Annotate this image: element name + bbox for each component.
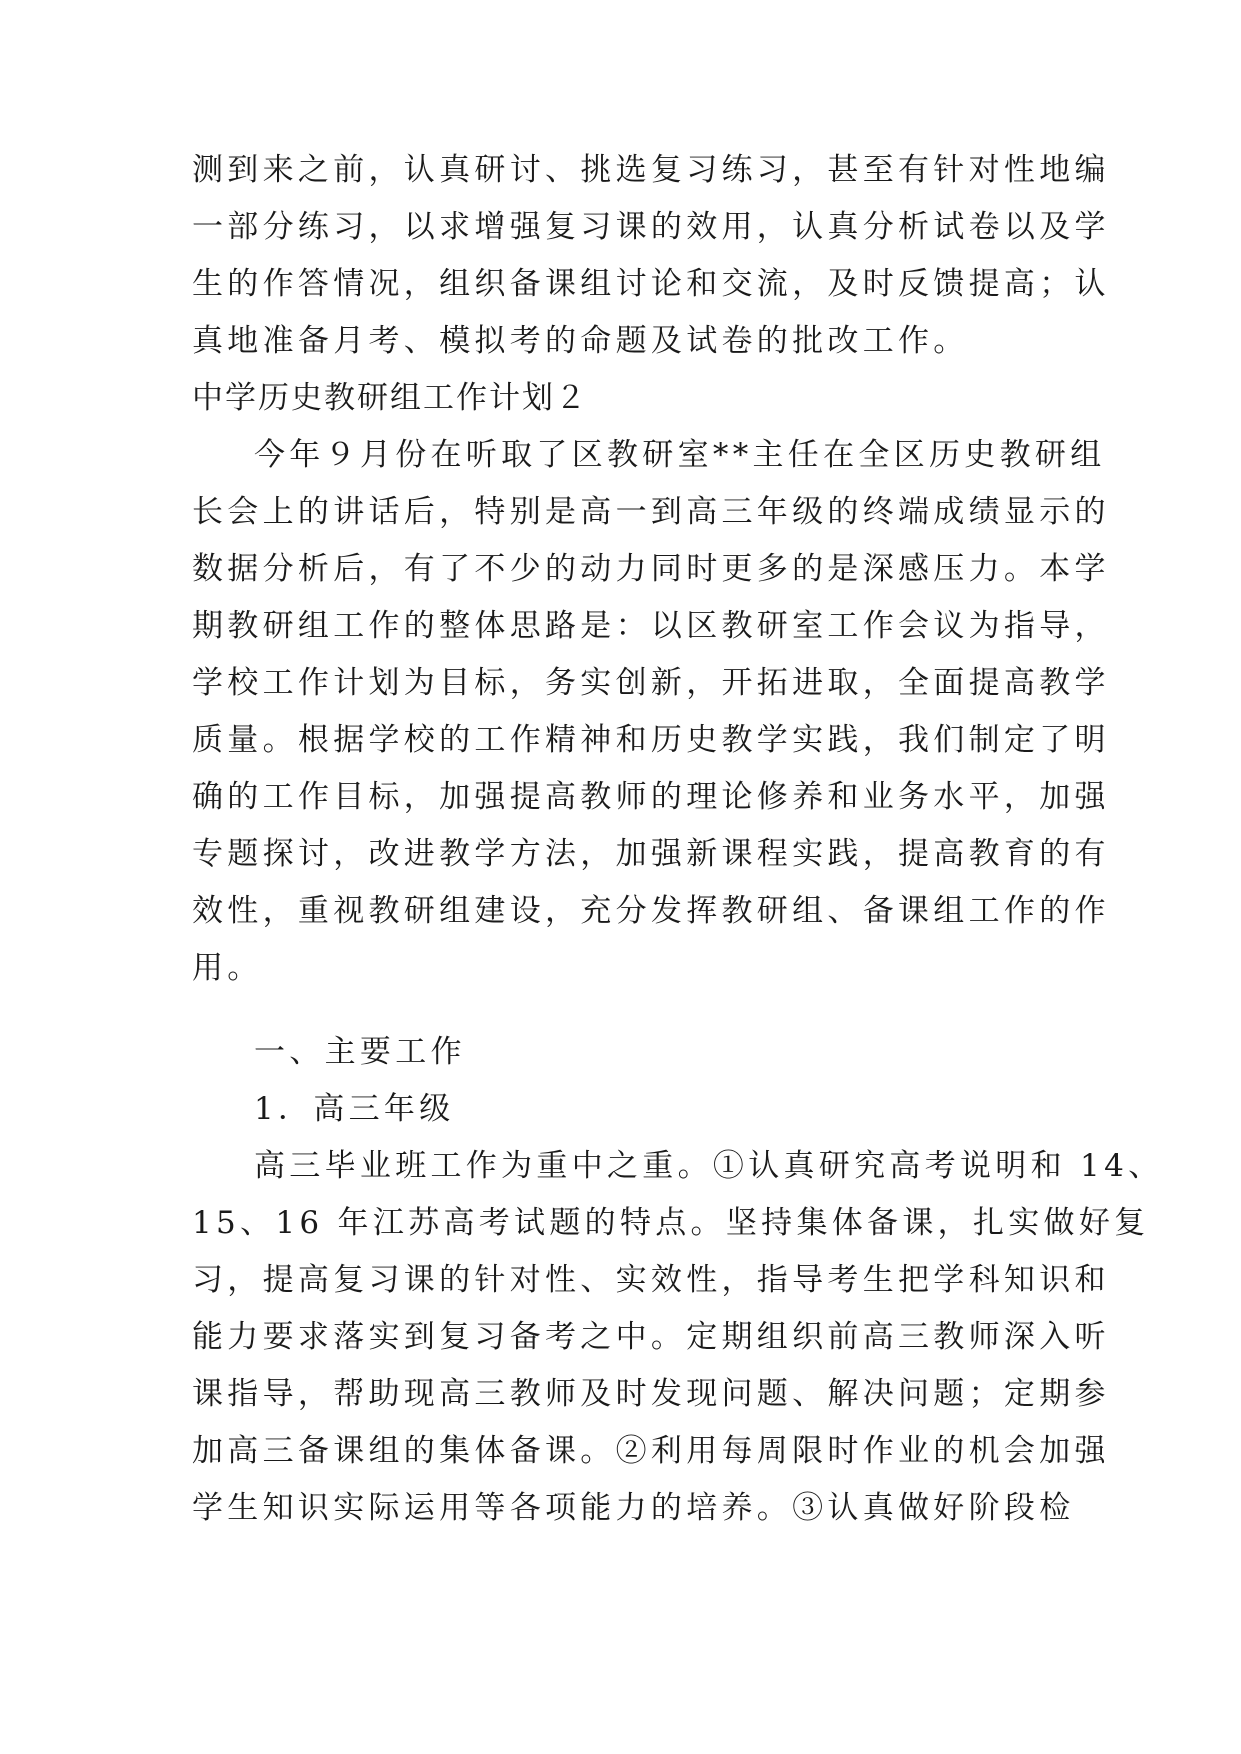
subsection-heading: 一、主要工作 [254,1034,466,1070]
text-line: 课指导，帮助现高三教师及时发现问题、解决问题；定期参 [192,1376,1110,1412]
list-item-heading: 1．高三年级 [254,1091,455,1127]
text-line: 能力要求落实到复习备考之中。定期组织前高三教师深入听 [192,1319,1110,1355]
text-line: 确的工作目标，加强提高教师的理论修养和业务水平，加强 [192,779,1110,815]
text-line: 数据分析后，有了不少的动力同时更多的是深感压力。本学 [192,551,1110,587]
text-line: 学生知识实际运用等各项能力的培养。③认真做好阶段检 [192,1490,1075,1526]
text-line: 今年９月份在听取了区教研室**主任在全区历史教研组 [254,437,1106,473]
text-line: 长会上的讲话后，特别是高一到高三年级的终端成绩显示的 [192,494,1110,530]
text-line: 质量。根据学校的工作精神和历史教学实践，我们制定了明 [192,722,1110,758]
section-heading: 中学历史教研组工作计划２ [192,380,588,416]
text-line: 生的作答情况，组织备课组讨论和交流，及时反馈提高；认 [192,266,1110,302]
text-line: 一部分练习，以求增强复习课的效用，认真分析试卷以及学 [192,209,1110,245]
text-line: 期教研组工作的整体思路是：以区教研室工作会议为指导， [192,608,1110,644]
text-line: 高三毕业班工作为重中之重。①认真研究高考说明和 14、 [254,1148,1164,1184]
text-line: 效性，重视教研组建设，充分发挥教研组、备课组工作的作 [192,893,1110,929]
text-line: 15、16 年江苏高考试题的特点。坚持集体备课，扎实做好复 [192,1205,1150,1241]
text-line: 加高三备课组的集体备课。②利用每周限时作业的机会加强 [192,1433,1110,1469]
text-line: 用。 [192,950,263,986]
text-line: 测到来之前，认真研讨、挑选复习练习，甚至有针对性地编 [192,152,1110,188]
text-line: 专题探讨，改进教学方法，加强新课程实践，提高教育的有 [192,836,1110,872]
text-line: 习，提高复习课的针对性、实效性，指导考生把学科知识和 [192,1262,1110,1298]
text-line: 真地准备月考、模拟考的命题及试卷的批改工作。 [192,323,969,359]
text-line: 学校工作计划为目标，务实创新，开拓进取，全面提高教学 [192,665,1110,701]
